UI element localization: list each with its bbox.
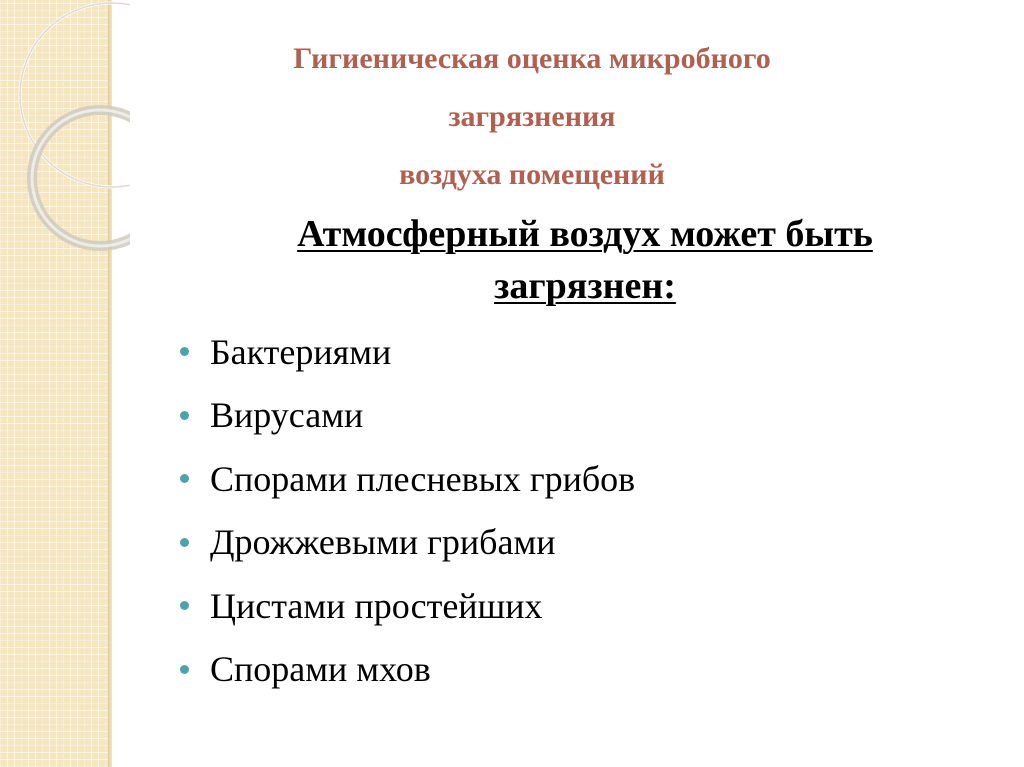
list-item	[180, 384, 635, 448]
list-item-text: Спорами мхов	[210, 649, 431, 690]
list-item-text: Цистами простейших	[210, 585, 543, 626]
bullet-dot-icon	[180, 474, 189, 483]
list-item-text: Дрожжевыми грибами	[210, 522, 556, 563]
bullet-dot-icon	[180, 347, 189, 356]
decorative-rings	[0, 0, 130, 260]
heading-line-2: загрязнен:	[494, 265, 676, 307]
bullet-dot-icon	[180, 538, 189, 547]
title-line-2: загрязнения	[448, 100, 616, 133]
bullet-list	[180, 320, 635, 701]
slide-title	[232, 30, 832, 204]
list-item	[180, 638, 635, 702]
list-item-text: Спорами плесневых грибов	[210, 458, 636, 499]
bullet-dot-icon	[180, 665, 189, 674]
ring-small	[32, 110, 130, 246]
title-line-3: воздуха помещений	[399, 158, 665, 191]
heading-line-1: Атмосферный воздух может быть	[297, 213, 873, 255]
list-item-text: Бактериями	[210, 331, 392, 372]
list-item	[180, 447, 635, 511]
bullet-dot-icon	[180, 601, 189, 610]
section-heading	[190, 208, 980, 312]
list-item-text: Вирусами	[210, 395, 364, 436]
list-item	[180, 320, 635, 384]
list-item	[180, 574, 635, 638]
bullet-dot-icon	[180, 411, 189, 420]
title-line-1: Гигиеническая оценка микробного	[293, 42, 771, 75]
list-item	[180, 511, 635, 575]
